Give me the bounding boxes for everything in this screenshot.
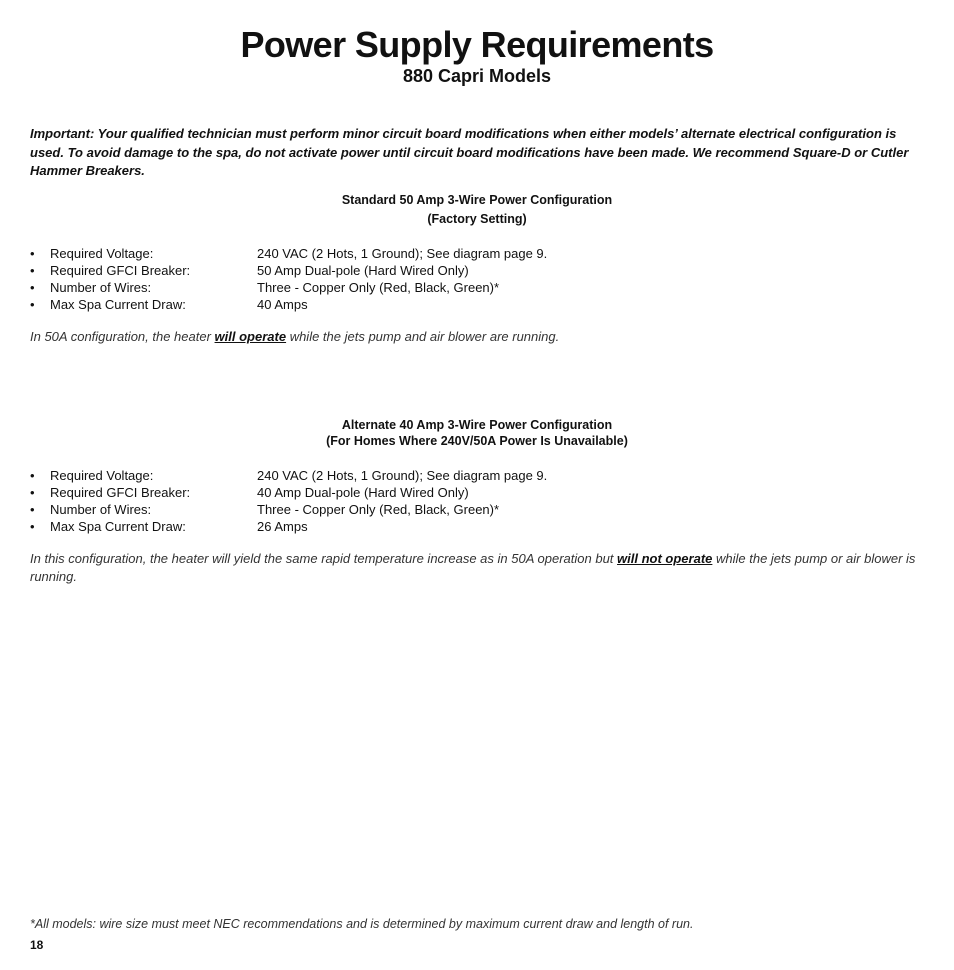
bullet-icon: • [30,519,35,534]
spec-value: 40 Amps [257,297,308,312]
spec-label: Max Spa Current Draw: [50,519,186,534]
note-text: In 50A configuration, the heater [30,329,215,344]
list-item [30,296,910,313]
bullet-icon: • [30,280,35,295]
page-number: 18 [30,938,44,952]
standard-config-spec-list [30,245,910,313]
alternate-config-heading [0,417,954,449]
bullet-icon: • [30,297,35,312]
bullet-icon: • [30,468,35,483]
spec-label: Number of Wires: [50,502,152,517]
important-notice: Important: Your qualified technician must perform minor circuit board modifications when either models’ alternate electrical configuration is used. To avoid damage to the spa, do not activate power until circuit board modifications have been made. We recommend Square-D or Cutler Hammer Breakers. [30,126,909,178]
list-item [30,279,910,296]
spec-label: Max Spa Current Draw: [50,297,186,312]
spec-value: 26 Amps [257,519,308,534]
list-item [30,245,910,262]
list-item [30,501,910,518]
spec-label: Required Voltage: [50,246,154,261]
bullet-icon: • [30,246,35,261]
alternate-config-heading-title: Alternate 40 Amp 3-Wire Power Configuration [341,418,613,432]
spec-value: 50 Amp Dual-pole (Hard Wired Only) [257,263,469,278]
note-emphasis: will operate [214,329,287,344]
standard-config-heading-title: Standard 50 Amp 3-Wire Power Configuration [341,193,613,207]
spec-value: Three - Copper Only (Red, Black, Green)* [257,502,500,517]
footnote: *All models: wire size must meet NEC recommendations and is determined by maximum current draw and length of run. [30,917,694,931]
standard-config-heading [0,191,954,229]
note-emphasis: will not operate [617,551,713,566]
standard-config-heading-subtitle: (Factory Setting) [427,212,527,226]
list-item [30,467,910,484]
note-text: while the jets pump or air blower is running. [30,551,916,584]
bullet-icon: • [30,263,35,278]
page-title: Power Supply Requirements [240,24,714,65]
spec-label: Number of Wires: [50,280,152,295]
spec-value: 40 Amp Dual-pole (Hard Wired Only) [257,485,469,500]
bullet-icon: • [30,502,35,517]
list-item [30,484,910,501]
note-text: while the jets pump and air blower are running. [286,329,560,344]
spec-value: Three - Copper Only (Red, Black, Green)* [257,280,500,295]
spec-label: Required GFCI Breaker: [50,485,191,500]
list-item [30,518,910,535]
alternate-config-note [30,550,930,586]
note-text: In this configuration, the heater will yield the same rapid temperature increase as in 50A operation but [30,551,618,566]
bullet-icon: • [30,485,35,500]
spec-value: 240 VAC (2 Hots, 1 Ground); See diagram page 9. [257,468,548,483]
spec-label: Required GFCI Breaker: [50,263,191,278]
alternate-config-heading-subtitle: (For Homes Where 240V/50A Power Is Unavailable) [326,434,628,448]
spec-value: 240 VAC (2 Hots, 1 Ground); See diagram page 9. [257,246,548,261]
spec-label: Required Voltage: [50,468,154,483]
page-subtitle: 880 Capri Models [402,66,552,86]
standard-config-note [30,328,930,346]
list-item [30,262,910,279]
alternate-config-spec-list [30,467,910,535]
